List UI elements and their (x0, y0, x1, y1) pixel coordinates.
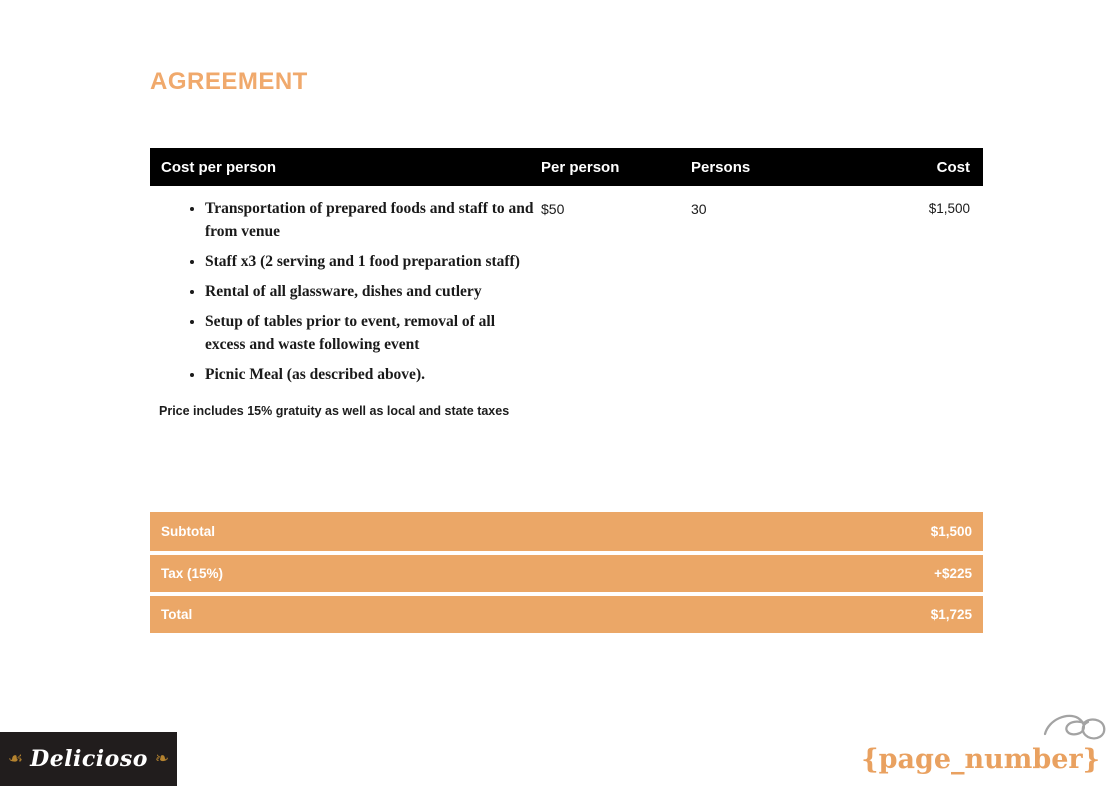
subtotal-row (150, 512, 983, 551)
list-item: • Staff x3 (2 serving and 1 food preparation staff) (205, 250, 535, 273)
gratuity-tax-note: Price includes 15% gratuity as well as local and state taxes (159, 404, 510, 418)
list-item: • Rental of all glassware, dishes and cutlery (205, 280, 535, 303)
column-header-persons: Persons (691, 158, 751, 176)
total-row (150, 596, 983, 633)
footer-brand-box (0, 732, 177, 786)
tax-value: +$225 (934, 566, 972, 581)
persons-value: 30 (691, 201, 707, 217)
leaf-ornament-right-icon: ❧ (154, 748, 170, 769)
page-number-placeholder: {page_number} (861, 744, 1100, 775)
tax-row (150, 555, 983, 592)
total-label: Total (161, 607, 193, 622)
cost-value: $1,500 (928, 201, 970, 216)
page-title: AGREEMENT (150, 68, 308, 95)
list-item: • Picnic Meal (as described above). (205, 363, 535, 386)
column-header-cost-per-person: Cost per person (161, 158, 277, 176)
list-item: • Setup of tables prior to event, removal of all excess and waste following event (205, 310, 535, 356)
leaf-ornament-left-icon: ☙ (7, 748, 24, 769)
brand-logo-text: Delicioso (30, 746, 148, 772)
included-items-list (150, 197, 535, 393)
subtotal-label: Subtotal (161, 524, 215, 539)
calligraphic-swirl-icon (1043, 710, 1107, 742)
total-value: $1,725 (930, 607, 972, 622)
per-person-value: $50 (541, 201, 565, 217)
column-header-cost: Cost (936, 158, 970, 176)
tax-label: Tax (15%) (161, 566, 224, 581)
cost-table-header (150, 148, 983, 186)
subtotal-value: $1,500 (930, 524, 972, 539)
list-item: • Transportation of prepared foods and staff to and from venue (205, 197, 535, 243)
column-header-per-person: Per person (541, 158, 620, 176)
